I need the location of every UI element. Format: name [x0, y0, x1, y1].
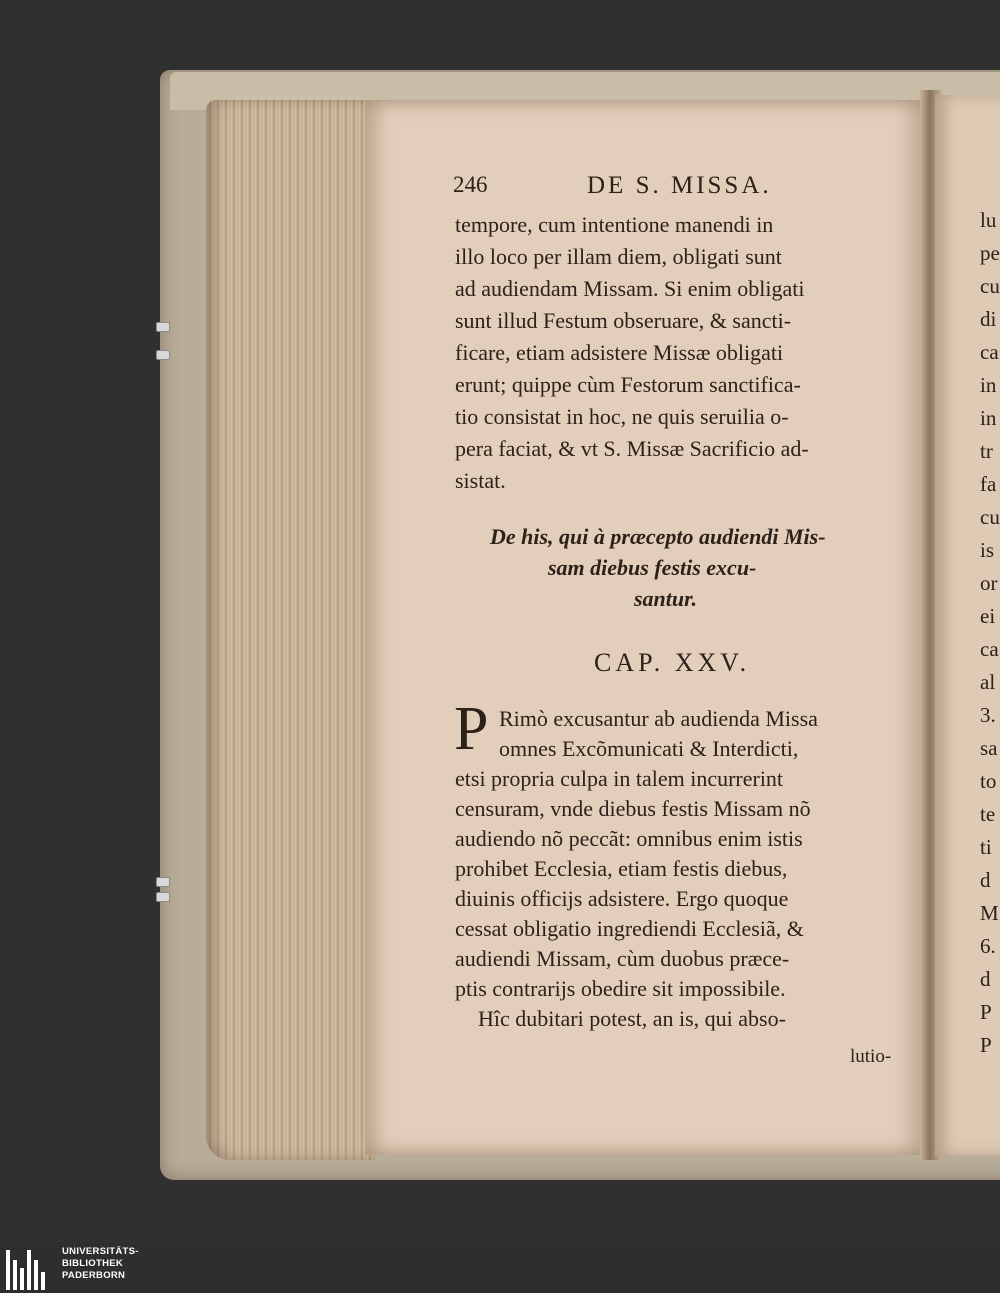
body-line: sistat.	[455, 468, 506, 493]
drop-cap: P	[454, 695, 489, 763]
facing-page-fragment: cu	[980, 505, 1000, 529]
facing-page-fragment: al	[980, 670, 996, 694]
facing-page-fragment: in	[980, 373, 997, 397]
chapter-line: ptis contrarijs obedire sit impossibile.	[455, 976, 786, 1001]
facing-page-fragment: tr	[980, 439, 993, 463]
page-number: 246	[453, 172, 488, 197]
facing-page-fragment: 6.	[980, 934, 996, 958]
body-line: tio consistat in hoc, ne quis seruilia o-	[455, 404, 789, 429]
facing-page-fragment: lu	[980, 208, 997, 232]
facing-page-fragment: 3.	[980, 703, 996, 727]
facing-page-fragment: M	[980, 901, 999, 925]
chapter-line: Rimò excusantur ab audienda Missa	[499, 706, 818, 731]
running-title: DE S. MISSA.	[587, 172, 772, 199]
facing-page-fragment: or	[980, 571, 998, 595]
chapter-line: censuram, vnde diebus festis Missam nõ	[455, 796, 811, 821]
body-line: illo loco per illam diem, obligati sunt	[455, 244, 782, 269]
footer-bar	[0, 1243, 1000, 1293]
facing-page-fragment: to	[980, 769, 997, 793]
facing-page-fragment: P	[980, 1033, 992, 1057]
chapter-line: omnes Excõmunicati & Interdicti,	[499, 736, 799, 761]
body-line: ad audiendam Missam. Si enim obligati	[455, 276, 805, 301]
facing-page-fragment: ca	[980, 637, 999, 661]
facing-page-fragment: d	[980, 967, 991, 991]
facing-page-fragment: te	[980, 802, 996, 826]
facing-page-fragment: pe	[980, 241, 1000, 265]
section-heading-line: santur.	[634, 586, 697, 611]
facing-page-fragment: sa	[980, 736, 998, 760]
library-logo-icon	[6, 1246, 52, 1290]
chapter-line: etsi propria culpa in talem incurrerint	[455, 766, 784, 791]
chapter-line: cessat obligatio ingrediendi Ecclesiã, &	[455, 916, 804, 941]
body-line: sunt illud Festum obseruare, & sancti-	[455, 308, 792, 333]
facing-page-fragment: di	[980, 307, 997, 331]
body-line: erunt; quippe cùm Festorum sanctifica-	[455, 372, 801, 397]
facing-page-fragment: ca	[980, 340, 999, 364]
facing-page-fragment: d	[980, 868, 991, 892]
clip-icon	[156, 892, 170, 902]
body-line: tempore, cum intentione manendi in	[455, 212, 774, 237]
facing-page-fragment: in	[980, 406, 997, 430]
chapter-line: audiendi Missam, cùm duobus præce-	[455, 946, 790, 971]
body-line: ficare, etiam adsistere Missæ obligati	[455, 340, 784, 365]
chapter-line: audiendo nõ peccãt: omnibus enim istis	[455, 826, 803, 851]
facing-page-fragment: ei	[980, 604, 996, 628]
chapter-line: diuinis officijs adsistere. Ergo quoque	[455, 886, 789, 911]
clip-icon	[156, 877, 170, 887]
facing-page	[935, 95, 1000, 1155]
catchword: lutio-	[850, 1046, 892, 1067]
library-name-line: BIBLIOTHEK	[62, 1258, 124, 1269]
library-name-line: PADERBORN	[62, 1270, 126, 1281]
facing-page-fragment: P	[980, 1000, 992, 1024]
facing-page-fragment: is	[980, 538, 995, 562]
page-block-edge	[206, 100, 376, 1160]
section-heading-line: De his, qui à præcepto audiendi Mis-	[490, 524, 826, 549]
facing-page-fragment: ti	[980, 835, 992, 859]
chapter-title: CAP. XXV.	[594, 648, 751, 677]
clip-icon	[156, 322, 170, 332]
chapter-line: prohibet Ecclesia, etiam festis diebus,	[455, 856, 788, 881]
facing-page-fragment: fa	[980, 472, 997, 496]
running-head	[453, 172, 893, 206]
body-line: pera faciat, & vt S. Missæ Sacrificio ad-	[455, 436, 809, 461]
library-name-line: UNIVERSITÄTS-	[62, 1246, 139, 1257]
clip-icon	[156, 350, 170, 360]
section-heading-line: sam diebus festis excu-	[548, 555, 757, 580]
chapter-line: Hîc dubitari potest, an is, qui abso-	[478, 1006, 786, 1031]
facing-page-fragment: cu	[980, 274, 1000, 298]
